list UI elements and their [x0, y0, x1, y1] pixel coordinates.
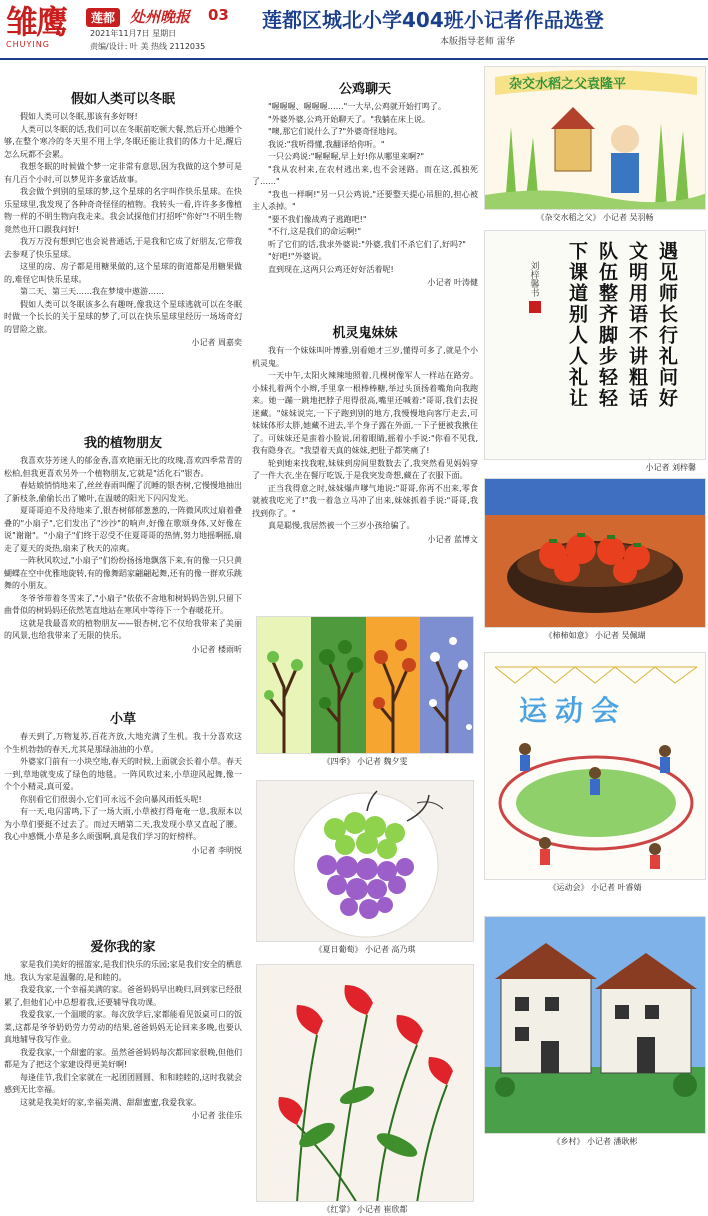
paper-name: 处州晚报: [130, 8, 191, 26]
paragraph: 这里的房、房子都是用糖果做的,这个星球的街道都是用糖果做的,难怪它叫快乐星球。: [4, 262, 242, 284]
paragraph: 冬爷爷带着冬雪来了,"小扇子"依依不舍地和树妈妈告别,只留下曲骨似的树妈妈还依然笔直地站在寒风中等待下一个春暖花开。: [4, 593, 242, 615]
paragraph: 正当我得意之时,妹妹爆声嗲气地说:"哥哥,你再不出来,零食就被我吃光了!"我一着急立马冲了出来,妹妹抓着手说:"哥哥,我找到你了。": [252, 483, 478, 518]
paragraph: 一阵秋风吹过,"小扇子"们纷纷扬扬地飘落下来,有的像一只只黄蝴蝶在空中优雅地旋转,有的像舞蹈家翩翩起舞,还有的像一群欢乐跳舞的小朋友。: [4, 556, 242, 590]
article-plant: [4, 432, 242, 656]
artwork-flowers: [256, 964, 474, 1216]
artwork-calligraphy: [484, 230, 706, 474]
article-body: [4, 455, 242, 643]
persimmons-image: [485, 479, 706, 628]
article-body: [252, 345, 478, 533]
article-body: [252, 101, 478, 276]
paragraph: 我想冬眠的时候做个梦一定非常有意思,因为我做的这个梦可是有几百个小时,可以梦见许多童话故事。: [4, 162, 242, 184]
four-seasons-trees-image: [257, 617, 474, 754]
article-body: [4, 111, 242, 336]
article-sister: [252, 322, 478, 546]
farm-banner-text: 杂交水稻之父袁隆平: [509, 77, 627, 92]
calligraphy-line: 文明用语不讲粗话: [626, 241, 648, 409]
artwork-sports: [484, 652, 706, 894]
paragraph: 假如人类可以冬眠该多么有趣呀,像我这个星球逃就可以在冬眠时做一个长长的关于星球的梦了,可以在快乐星球里经历一场场奇幻的冒险之旅。: [4, 299, 242, 334]
paragraph: 听了它们的话,我求外婆说:"外婆,我们不杀它们了,好吗?": [268, 239, 466, 249]
paragraph: 我万万没有想到它也会说普通话,于是我和它成了好朋友,它带我去参观了快乐星球。: [4, 237, 242, 259]
editor-credits: 责编/设计: 叶 美 热线 2112035: [90, 42, 206, 51]
artwork-persimmon: [484, 478, 706, 642]
paragraph: 人类可以冬眠的话,我们可以在冬眠前吃顿大餐,然后开心地睡个够,在整个寒冷的冬天里不用上学,冬眠还能让我们的体力十足,醒后怎么玩都不会累。: [4, 124, 242, 159]
article-rooster: [252, 78, 478, 289]
instructor-credit: 本版指导老师 雷华: [440, 37, 515, 47]
artwork-caption: 小记者 刘梓馨: [645, 463, 696, 472]
paragraph: 一天中午,太阳火辣辣地照着,几棵树像军人一样站在路旁。小妹扎着两个小辫,手里拿一根棒棒糖,举过头顶扬着嘴角向我跑来。她一蹦一跳地把脖子甩得很高,嘴里还喊着:"哥哥,我们去捉迷藏。"妹妹说完,一下子跑到别的地方,我慢慢地向客厅走去,可妹妹体形太胖,她藏不进去,半个身子露在外面,一下子便被我揪住了。可妹妹还是蛮着小脸说,闭着眼睛,摇着小手说:"你看不见我,我有隐身衣。"我望着天真的妹妹,把肚子都笑痛了!: [252, 371, 478, 455]
article-byline: 小记者 叶涛健: [427, 278, 478, 287]
paragraph: 外婆家门前有一小块空地,春天的时候,上面就会长着小草。春天一到,草地就变成了绿色的地毯。一阵风吹过来,小草迎风起舞,像一个个小精灵,真可爱。: [4, 757, 242, 791]
paragraph: 我有一个妹妹叫叶博雅,别看她才三岁,懂得可多了,就是个小机灵鬼。: [252, 346, 478, 368]
paragraph: 我爱我家,一个温暖的家。每次放学后,家都能看见饭桌可口的饭菜,这都是爷爷奶奶劳力劳动的结果,爸爸妈妈无论回来多晚,也要认真地辅导我写作业。: [4, 1010, 242, 1044]
article-byline: 小记者 楼雨昕: [191, 644, 242, 654]
paragraph: "要不我们像战鸡子逃跑吧!": [268, 214, 367, 224]
page-title: 莲都区城北小学404班小记者作品选登: [262, 8, 604, 32]
village-painting: [484, 916, 706, 1134]
paragraph: 轮到她来找我啦,妹妹到房间里数数去了,我突然看见妈妈穿了一件大衣,坐在餐厅吃饭,于是我突发奇想,藏在了衣服下面。: [252, 458, 478, 480]
paragraph: "好吧!"外婆说。: [268, 252, 327, 261]
red-anthurium-image: [257, 965, 474, 1202]
paragraph: "喔喔喔、喔喔喔……"一大早,公鸡就开始打鸣了。: [268, 102, 446, 111]
calligraphy-scroll: [484, 230, 706, 460]
calligraphy-signature-block: [508, 241, 562, 313]
masthead-divider: [0, 58, 708, 60]
issue-date: 2021年11月7日 星期日: [90, 29, 177, 38]
artwork-caption: 《四季》 小记者 魏夕雯: [322, 757, 408, 766]
paragraph: 春天到了,万物复苏,百花齐放,大地充满了生机。我十分喜欢这个生机勃勃的春天,尤其是那绿油油的小草。: [4, 732, 242, 754]
paragraph: 这就是我最喜欢的植物朋友——银杏树,它不仅给我带来了美丽的风景,也给我带来了无限的快乐。: [4, 618, 242, 640]
article-title: 公鸡聊天: [338, 82, 391, 97]
artwork-caption: 《夏日葡萄》 小记者 高乃琪: [314, 945, 416, 954]
paragraph: "外婆外婆,公鸡开始聊天了。"我躺在床上说。: [268, 114, 430, 124]
calligraphy-signature: 刘梓馨书: [528, 261, 539, 297]
logo-text: 雏鹰: [6, 3, 67, 41]
paragraph: "不行,这是我们的命运啊!": [268, 227, 362, 236]
article-title: 爱你我的家: [90, 940, 156, 955]
paragraph: 真是聪慢,我居然被一个三岁小孩给骗了。: [268, 521, 415, 530]
masthead: [0, 0, 708, 62]
paragraph: 一只公鸡说:"喔喔喔,早上好!你从哪里来啊?": [268, 152, 425, 161]
artwork-grapes: [256, 780, 474, 956]
article-title: 小草: [109, 712, 136, 727]
article-winter: [4, 88, 242, 349]
paragraph: 我爱我家,一个甜蜜的家。虽然爸爸妈妈每次都回家很晚,但他们都是为了把这个家建设得更美好啊!: [4, 1047, 242, 1069]
artwork-caption: 《运动会》 小记者 叶睿婧: [548, 883, 642, 892]
sports-poster: [484, 652, 706, 880]
article-grass: [4, 708, 242, 857]
paragraph: 我说:"我听得懂,我翻译给你听。": [268, 139, 385, 149]
article-home: [4, 936, 242, 1122]
newspaper-logo: [6, 2, 80, 58]
paragraph: 直到现在,这两只公鸡还好好活着呢!: [268, 264, 394, 274]
artwork-caption: 《柿柿如意》 小记者 吴佩瑚: [544, 631, 646, 640]
paragraph: 我爱我家,一个幸福美满的家。爸爸妈妈早出晚归,回到家已经很累了,但他们心中总想着我,还要辅导我功课。: [4, 985, 242, 1007]
village-image: [485, 917, 706, 1134]
artwork-seasons: [256, 616, 474, 768]
persimmon-painting: [484, 478, 706, 628]
artwork-caption: 《乡村》 小记者 潘耿彬: [552, 1137, 638, 1146]
article-title: 机灵鬼妹妹: [332, 326, 398, 341]
seasons-painting: [256, 616, 474, 754]
article-body: [4, 959, 242, 1109]
article-body: [4, 731, 242, 844]
artwork-caption: 《红掌》 小记者 崔欣都: [322, 1205, 408, 1214]
flowers-painting: [256, 964, 474, 1202]
sports-meeting-image: [485, 653, 706, 880]
article-title: 我的植物朋友: [83, 436, 162, 451]
paragraph: 春姑娘悄悄地来了,丝丝春雨叫醒了沉睡的银杏树,它慢慢地抽出了新枝条,偷偷长出了嫩叶,在温暖的阳光下闪闪发光。: [4, 481, 242, 503]
section-tag: 莲都: [86, 8, 120, 27]
calligraphy-line: 队伍整齐脚步轻轻: [596, 241, 618, 409]
paragraph: "我从农村来,在农村逃出来,也不会迷路。而在这,孤独死了……": [252, 164, 478, 186]
calligraphy-line: 下课道别人人礼让: [566, 241, 588, 409]
paragraph: 家是我们美好的摇篮家,是我们快乐的乐园;家是我们安全的栖息地。我认为家是温馨的,是和睦的。: [4, 960, 242, 982]
paragraph: 第二天、第三天……我在梦境中遨游……: [20, 287, 164, 296]
calligraphy-line: 遇见师长行礼问好: [656, 241, 678, 409]
artwork-caption: 《杂交水稻之父》 小记者 吴羽畅: [536, 213, 654, 222]
paragraph: 假如人类可以冬眠,那该有多好呀!: [20, 112, 138, 121]
seal-stamp-icon: [529, 301, 541, 313]
logo-subtitle: CHUYING: [6, 40, 50, 49]
paragraph: "我也一样啊!"另一只公鸡说,"还要整天提心吊胆的,担心被主人杀掉。": [252, 189, 478, 211]
paragraph: 你别看它们很弱小,它们可永远不会向暴风雨低头呢!: [20, 794, 202, 804]
paragraph: 夏哥哥迫不及待地来了,银杏树郁郁葱葱的,一阵微风吹过扇着叠叠的"小扇子",它们发出了"沙沙"的响声,好像在歌颂身体,又好像在说"谢谢"。"小扇子"们终于忍受不住夏哥哥的热情,努力地摇啊摇,扇走了夏天的炎热,扇来了秋天的凉爽。: [4, 506, 242, 553]
article-byline: 小记者 周嘉奕: [191, 338, 242, 347]
paragraph: 我喜欢芬芳迷人的郁金香,喜欢艳丽无比的玫瑰,喜欢四季常青的松柏,但我更喜欢另外一个植物朋友,它就是"活化石"银杏。: [4, 456, 242, 478]
article-title: 假如人类可以冬眠: [70, 92, 175, 107]
page-number: 03: [208, 6, 229, 24]
farm-poster: [484, 66, 706, 210]
grapes-image: [257, 781, 474, 942]
paragraph: 我会做个到别的星球的梦,这个星球的名字叫作快乐星球。在快乐星球里,我发现了各种奇奇怪怪的植物。我转头一看,许许多多像植物一样的不明生物向我走来。我会试探他们打招呼"你好"!不明生物竟然也开口跟我问好!: [4, 187, 242, 234]
artwork-village: [484, 916, 706, 1148]
paragraph: 有一天,电闪雷鸣,下了一场大雨,小草被打得奄奄一息,我原本以为小草们要挺不过去了。而过天晴第二天,我发现小草又直起了腰。我心中感慨,小草是多么顽强啊,真是我们学习的好榜样。: [4, 807, 242, 841]
article-byline: 小记者 蓝博文: [427, 534, 478, 544]
article-byline: 小记者 李明悦: [191, 845, 242, 855]
article-byline: 小记者 张佳乐: [191, 1111, 242, 1120]
paragraph: "噢,那它们说什么了?"外婆奇怪地问。: [268, 127, 403, 136]
paragraph: 这就是我美好的家,幸福美满、甜甜蜜蜜,我爱我家。: [20, 1097, 202, 1107]
artwork-farm: [484, 66, 706, 224]
sports-banner-text: 运动会: [519, 694, 628, 727]
paragraph: 每逢佳节,我们全家就在一起团团圆圆、和和睦睦的,这时我就会感到无比幸福。: [4, 1072, 242, 1094]
grapes-painting: [256, 780, 474, 942]
